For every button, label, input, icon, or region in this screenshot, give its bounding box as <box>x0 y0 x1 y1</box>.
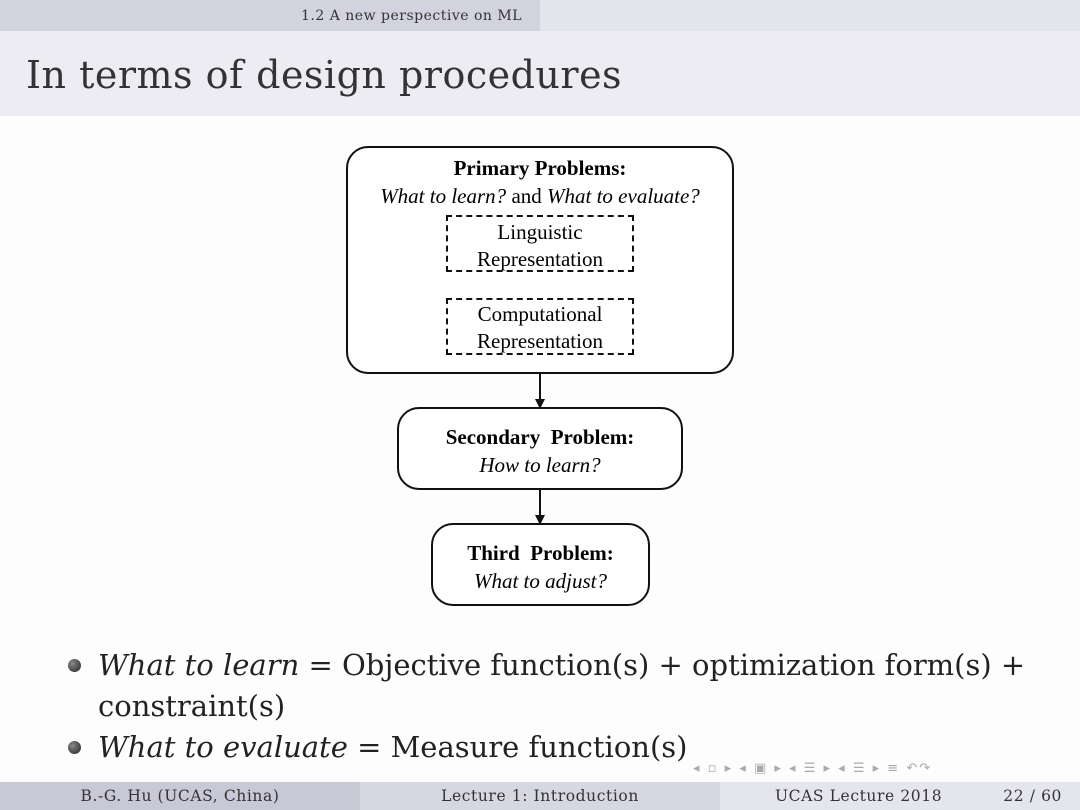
third-heading: Third Problem: <box>467 541 614 565</box>
primary-and: and <box>506 184 548 208</box>
footer-lecture: Lecture 1: Introduction <box>360 782 720 810</box>
secondary-heading: Secondary Problem: <box>445 425 635 449</box>
footer-page: 22 / 60 <box>1003 787 1062 805</box>
section-header[interactable] <box>0 0 540 31</box>
title-band <box>0 31 1080 116</box>
nav-section-icon[interactable]: ◂ ☰ ▸ <box>838 761 882 776</box>
bullet-dot-icon <box>68 659 81 672</box>
bullet-item <box>66 645 1026 727</box>
third-problem-box <box>431 523 650 606</box>
nav-subsection-icon[interactable]: ◂ ☰ ▸ <box>789 761 833 776</box>
bullet-list <box>66 645 1026 768</box>
computational-line2: Representation <box>477 329 603 353</box>
nav-search-icon[interactable]: ↶↷ <box>906 761 933 776</box>
footer-author: B.-G. Hu (UCAS, China) <box>0 782 360 810</box>
secondary-question: How to learn? <box>479 453 601 477</box>
primary-questions <box>348 182 732 210</box>
bullet-term: What to evaluate <box>98 730 348 764</box>
footer-event: UCAS Lecture 2018 <box>775 787 943 805</box>
nav-align-icon[interactable]: ≡ <box>887 761 901 776</box>
section-title[interactable]: 1.2 A new perspective on ML <box>301 7 522 24</box>
computational-line1: Computational <box>477 302 603 326</box>
linguistic-line1: Linguistic <box>497 220 583 244</box>
slide-title: In terms of design procedures <box>26 53 623 97</box>
linguistic-line2: Representation <box>477 247 603 271</box>
bullet-term: What to learn <box>98 648 300 682</box>
footer-right <box>720 782 1080 810</box>
bullet-text: = Objective function(s) + optimization form(s) + constraint(s) <box>98 648 1026 723</box>
footer <box>0 782 1080 810</box>
bullet-text: = Measure function(s) <box>347 730 688 764</box>
primary-q1: What to learn? <box>380 184 507 208</box>
navigation-icons[interactable] <box>693 761 932 776</box>
secondary-problem-box <box>397 407 683 490</box>
computational-representation-box <box>446 298 634 355</box>
linguistic-representation-box <box>446 215 634 272</box>
primary-heading: Primary Problems: <box>453 156 627 180</box>
third-question: What to adjust? <box>473 569 607 593</box>
nav-frame-icon[interactable]: ◂ ▣ ▸ <box>739 761 783 776</box>
primary-q2: What to evaluate? <box>547 184 700 208</box>
nav-first-icon[interactable]: ◂ ▫ ▸ <box>693 761 734 776</box>
bullet-dot-icon <box>68 741 81 754</box>
